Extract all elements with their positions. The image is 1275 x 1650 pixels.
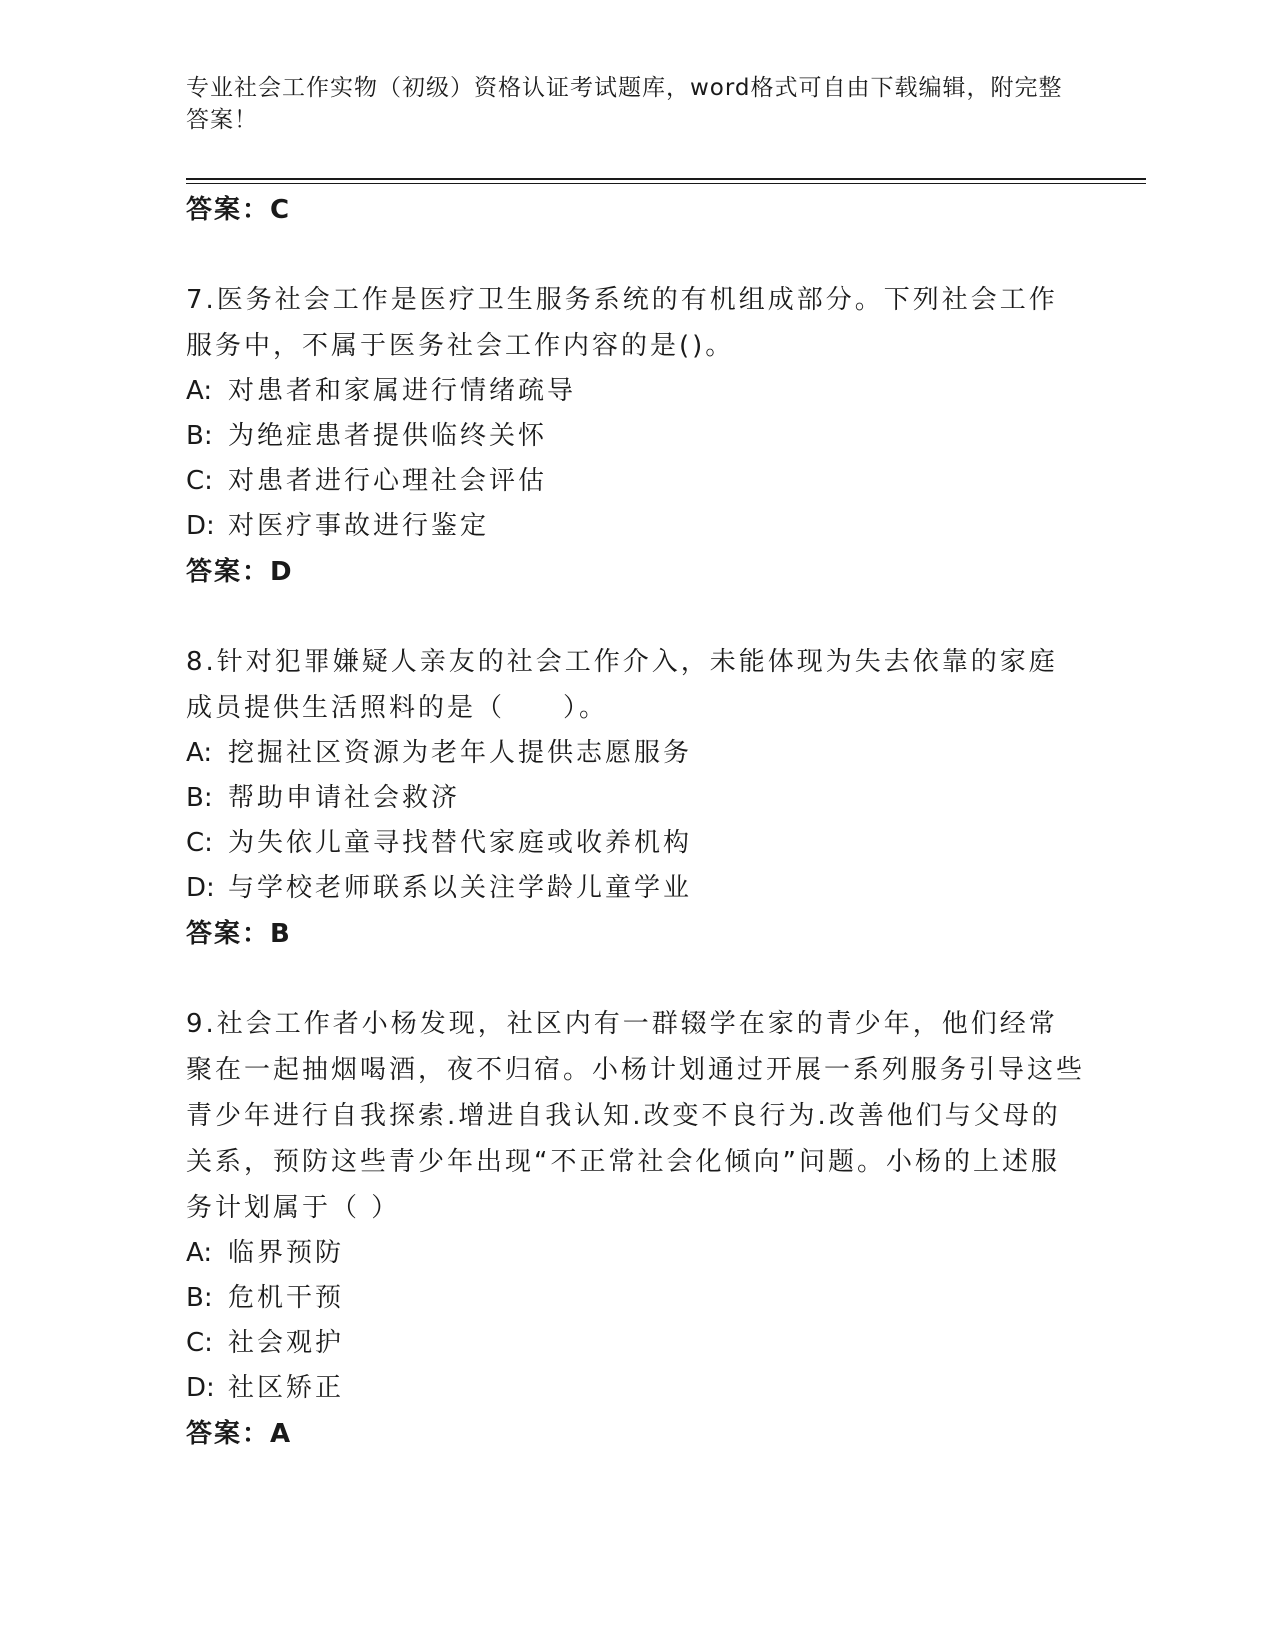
page-header: 专业社会工作实物（初级）资格认证考试题库，word格式可自由下载编辑，附完整答案！ — [186, 75, 1063, 133]
option-b — [186, 414, 1086, 459]
option-c — [186, 459, 1086, 504]
answer-line: 答案：D — [186, 557, 294, 587]
answer-line: 答案：C — [186, 195, 292, 225]
option-text: 为失依儿童寻找替代家庭或收养机构 — [228, 828, 693, 858]
question-stem: 9.社会工作者小杨发现，社区内有一群辍学在家的青少年，他们经常聚在一起抽烟喝酒，夜不归宿。小杨计划通过开展一系列服务引导这些青少年进行自我探索.增进自我认知.改变不良行为.改善他们与父母的关系，预防这些青少年出现“不正常社会化倾向”问题。小杨的上述服务计划属于（ ） — [186, 1009, 1086, 1223]
question-stem: 7.医务社会工作是医疗卫生服务系统的有机组成部分。下列社会工作服务中，不属于医务社会工作内容的是()。 — [186, 285, 1058, 361]
option-key: A: — [186, 1238, 213, 1268]
option-text: 为绝症患者提供临终关怀 — [228, 421, 548, 451]
option-c — [186, 821, 1086, 866]
option-key: A: — [186, 738, 213, 768]
option-text: 对医疗事故进行鉴定 — [228, 511, 490, 541]
option-text: 与学校老师联系以关注学龄儿童学业 — [228, 873, 693, 903]
option-d — [186, 1366, 1086, 1411]
option-c — [186, 1321, 1086, 1366]
question-7 — [186, 277, 1086, 595]
option-key: D: — [186, 1373, 215, 1403]
answer-line: 答案：B — [186, 919, 292, 949]
option-a — [186, 731, 1086, 776]
header-rule-thin — [186, 183, 1146, 184]
option-d — [186, 504, 1086, 549]
answer-line: 答案：A — [186, 1419, 293, 1449]
option-text: 帮助申请社会救济 — [228, 783, 461, 813]
option-key: B: — [186, 783, 213, 813]
option-key: C: — [186, 1328, 213, 1358]
option-d — [186, 866, 1086, 911]
option-a — [186, 369, 1086, 414]
option-a — [186, 1231, 1086, 1276]
option-b — [186, 1276, 1086, 1321]
option-text: 对患者和家属进行情绪疏导 — [228, 376, 577, 406]
option-key: D: — [186, 511, 215, 541]
header-rule — [186, 178, 1146, 180]
option-text: 社区矫正 — [228, 1373, 345, 1403]
option-key: B: — [186, 1283, 213, 1313]
question-9 — [186, 1001, 1086, 1457]
option-key: B: — [186, 421, 213, 451]
option-key: C: — [186, 466, 213, 496]
option-text: 社会观护 — [228, 1328, 345, 1358]
option-key: A: — [186, 376, 213, 406]
question-stem: 8.针对犯罪嫌疑人亲友的社会工作介入，未能体现为失去依靠的家庭成员提供生活照料的是（ ）。 — [186, 647, 1058, 723]
option-b — [186, 776, 1086, 821]
document-body — [186, 187, 1086, 1457]
option-text: 挖掘社区资源为老年人提供志愿服务 — [228, 738, 693, 768]
option-text: 危机干预 — [228, 1283, 345, 1313]
option-key: D: — [186, 873, 215, 903]
option-text: 对患者进行心理社会评估 — [228, 466, 548, 496]
question-8 — [186, 639, 1086, 957]
option-text: 临界预防 — [228, 1238, 345, 1268]
option-key: C: — [186, 828, 213, 858]
